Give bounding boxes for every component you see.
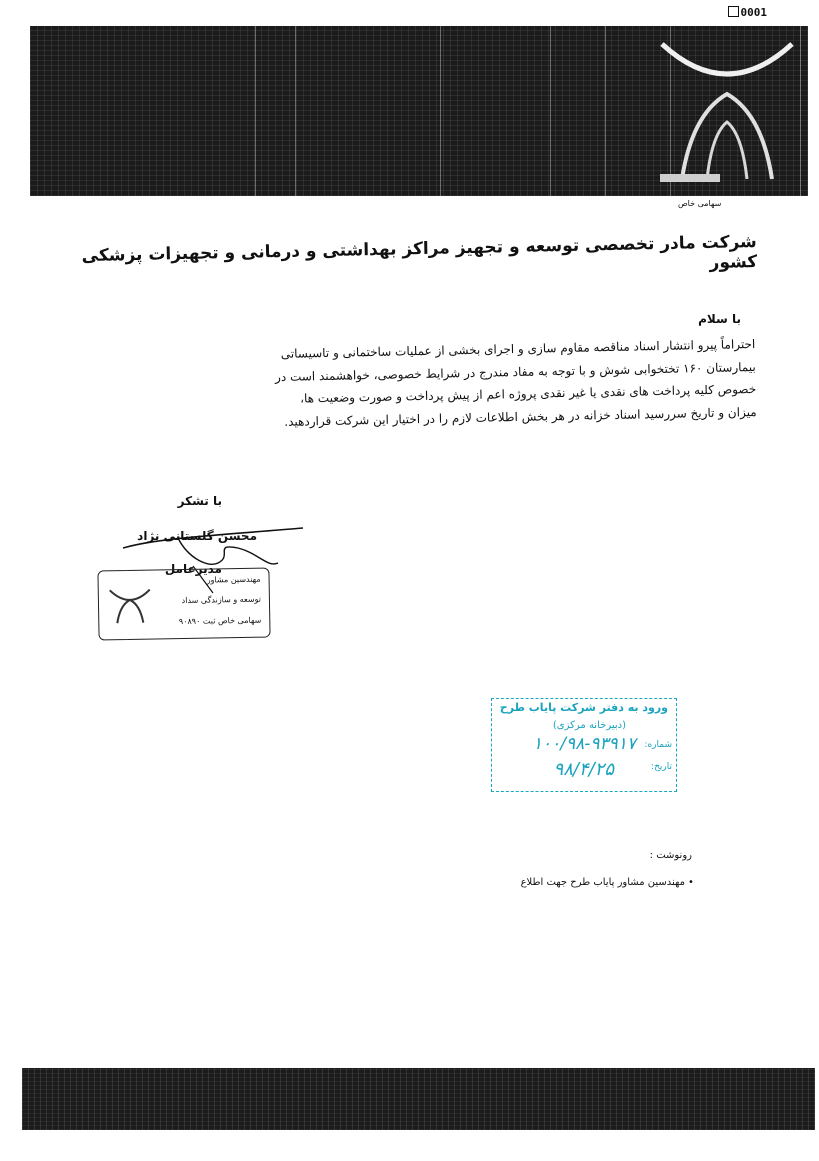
greeting: با سلام	[698, 312, 741, 326]
stamp-number-label: شماره:	[644, 740, 672, 750]
body-line: بیمارستان ۱۶۰ تختخوابی شوش و با توجه به مفاد مندرج در شرایط خصوصی، خواهشمند است در	[274, 359, 756, 384]
stamp-date: ۹۸/۴/۲۵	[553, 759, 614, 780]
letter-body	[105, 333, 757, 437]
company-seal	[97, 568, 270, 641]
body-line: خصوص کلیه پرداخت های نقدی یا غیر نقدی پروژه اعم از پیش پرداخت و صورت وضعیت ها،	[300, 381, 757, 406]
footer-band	[22, 1068, 815, 1130]
signer-title: مدیرعامل	[164, 562, 222, 576]
stamp-subtitle: (دبیرخانه مرکزی)	[552, 720, 626, 731]
company-logo-icon	[652, 34, 802, 184]
received-stamp	[491, 698, 677, 792]
cc-item: مهندسین مشاور پایاب طرح جهت اطلاع	[520, 877, 685, 888]
page-number: 0001	[728, 6, 768, 19]
closing-thanks: با تشکر	[177, 494, 222, 508]
body-line: میزان و تاریخ سررسید اسناد خزانه در هر بخش اطلاعات لازم را در اختیار این شرکت قراردهید.	[284, 404, 757, 429]
body-line: احتراماً پیرو انتشار اسناد مناقصه مقاوم سازی و اجرای بخشی از عملیات ساختمانی و تاسیساتی	[280, 336, 756, 361]
stamp-title: ورود به دفتر شرکت پایاب طرح	[499, 701, 668, 714]
cc-label: رونوشت :	[649, 850, 692, 861]
seal-logo-icon	[105, 585, 156, 626]
signer-name: محسن گلستانی نژاد	[137, 529, 257, 543]
letterhead-band	[30, 26, 808, 196]
bullet-icon: •	[688, 877, 694, 888]
company-title: شرکت مادر تخصصی توسعه و تجهیز مراکز بهداشتی و درمانی و تجهیزات پزشکی کشور	[81, 232, 758, 273]
logo-caption: سهامی خاص	[678, 199, 722, 208]
seal-line: توسعه و سازندگی سداد	[181, 594, 262, 606]
seal-line: سهامی خاص ثبت ۹۰۸۹۰	[178, 615, 262, 627]
checkbox-icon	[728, 6, 739, 17]
seal-line: مهندسین مشاور	[206, 574, 261, 585]
stamp-number: ۱۰۰/۹۸-۹۳۹۱۷	[532, 734, 636, 754]
stamp-date-label: تاریخ:	[651, 762, 672, 772]
